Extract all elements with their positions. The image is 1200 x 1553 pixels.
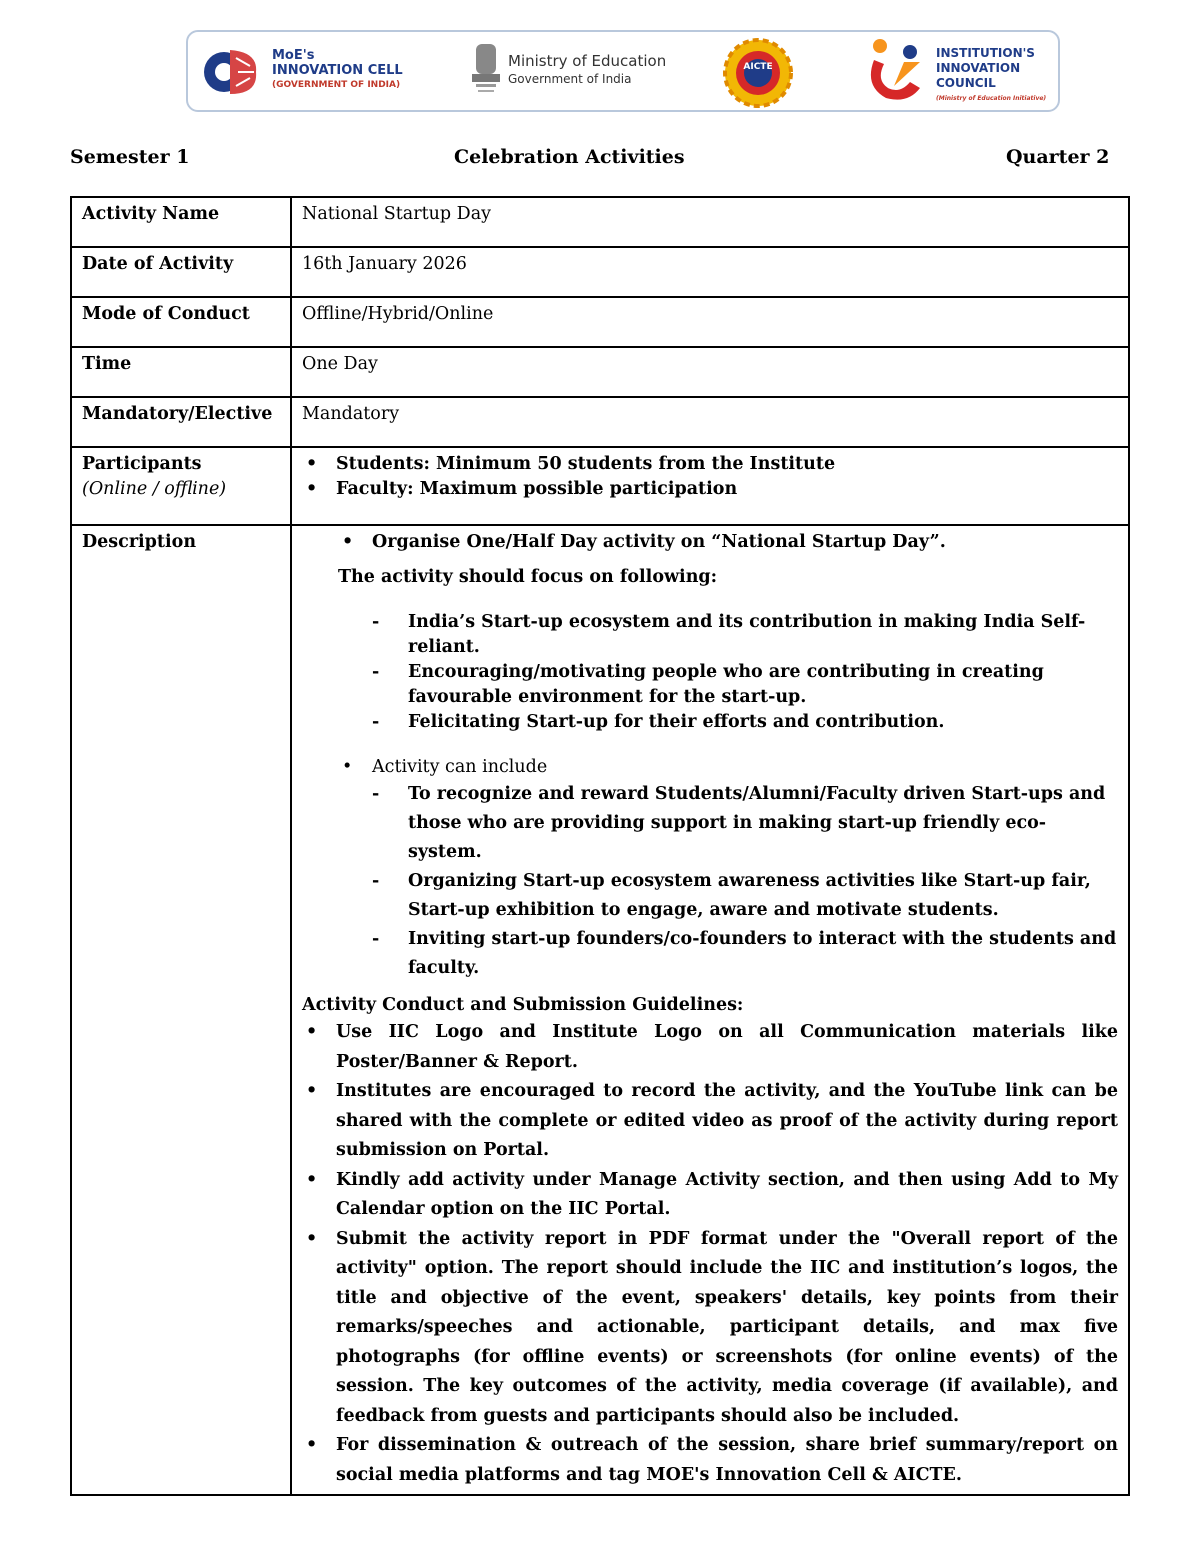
iic-logo	[864, 36, 1054, 108]
focus-intro: The activity should focus on following:	[338, 567, 718, 587]
list-item: • For dissemination & outreach of the session, share brief summary/report on social media platforms and tag MOE's Innovation Cell & AICTE.	[336, 1431, 1118, 1490]
moe-line2: INNOVATION CELL	[272, 63, 403, 78]
table-row-time	[71, 347, 1129, 397]
moe-line3: (GOVERNMENT OF INDIA)	[272, 80, 401, 90]
list-item: - Inviting start-up founders/co-founders to interact with the students and faculty.	[408, 925, 1118, 983]
table-row-description	[71, 525, 1129, 1495]
logo-banner	[186, 30, 1060, 112]
mandatory-label: Mandatory/Elective	[71, 397, 291, 447]
table-row-date	[71, 247, 1129, 297]
table-row-activity-name	[71, 197, 1129, 247]
description-bullet-include: • Activity can include	[372, 755, 1118, 780]
page-title: Celebration Activities	[454, 146, 685, 168]
activity-name-value: National Startup Day	[291, 197, 1129, 247]
list-item: • Submit the activity report in PDF format under the "Overall report of the activity" option. The report should include the IIC and institution’s logos, the title and objective of the event, speakers' details, key points from their remarks/speeches and actionable, participant details, and max five photographs (for offline events) or screenshots (for online events) of the session. The key outcomes of the activity, media coverage (if available), and feedback from guests and participants should also be included.	[336, 1225, 1118, 1432]
focus-list	[302, 610, 1118, 735]
aicte-logo	[722, 38, 794, 108]
date-label: Date of Activity	[71, 247, 291, 297]
date-value: 16th January 2026	[291, 247, 1129, 297]
mandatory-value: Mandatory	[291, 397, 1129, 447]
iic-line4: (Ministry of Education Initiative)	[936, 95, 1047, 102]
list-item: • Students: Minimum 50 students from the Institute	[336, 452, 1118, 477]
list-item: - Organizing Start-up ecosystem awareness activities like Start-up fair, Start-up exhibition to engage, aware and motivate students.	[408, 867, 1118, 925]
aicte-gear-icon	[722, 38, 794, 108]
participants-list	[302, 452, 1118, 502]
quarter-label: Quarter 2	[1006, 146, 1110, 168]
list-item: - To recognize and reward Students/Alumni/Faculty driven Start-ups and those who are providing support in making start-up friendly eco-system.	[408, 780, 1118, 867]
ministry-line2: Government of India	[508, 72, 632, 86]
guidelines-title: Activity Conduct and Submission Guidelines:	[302, 995, 744, 1015]
iic-line2: INNOVATION	[936, 61, 1021, 75]
guidelines-list	[302, 1018, 1118, 1490]
ministry-line1: Ministry of Education	[508, 52, 667, 70]
list-item: • Institutes are encouraged to record the activity, and the YouTube link can be shared with the complete or edited video as proof of the activity during report submission on Portal.	[336, 1077, 1118, 1166]
include-list	[302, 780, 1118, 983]
iic-figure-icon	[864, 36, 930, 106]
aicte-label: AICTE	[743, 62, 773, 72]
activity-name-label: Activity Name	[71, 197, 291, 247]
list-item: • Kindly add activity under Manage Activity section, and then using Add to My Calendar option on the IIC Portal.	[336, 1166, 1118, 1225]
table-row-participants	[71, 447, 1129, 525]
mode-label: Mode of Conduct	[71, 297, 291, 347]
emblem-icon	[468, 38, 504, 100]
moe-line1: MoE's	[272, 48, 315, 63]
list-item: - Felicitating Start-up for their efforts and contribution.	[408, 710, 1118, 735]
list-item: - India’s Start-up ecosystem and its contribution in making India Self-reliant.	[408, 610, 1118, 660]
time-label: Time	[71, 347, 291, 397]
iic-line1: INSTITUTION'S	[936, 46, 1035, 60]
time-value: One Day	[291, 347, 1129, 397]
list-item: • Faculty: Maximum possible participation	[336, 477, 1118, 502]
list-item: - Encouraging/motivating people who are contributing in creating favourable environment for the start-up.	[408, 660, 1118, 710]
table-row-mandatory	[71, 397, 1129, 447]
semester-label: Semester 1	[70, 146, 190, 168]
description-bullet-organise: • Organise One/Half Day activity on “National Startup Day”.	[372, 530, 1118, 555]
brain-gear-icon	[200, 42, 262, 102]
iic-line3: COUNCIL	[936, 76, 996, 90]
activity-table	[70, 196, 1130, 1496]
moe-innovation-cell-logo	[200, 42, 430, 102]
ministry-of-education-logo	[468, 38, 698, 104]
table-row-mode	[71, 297, 1129, 347]
participants-sublabel: (Online / offline)	[82, 479, 227, 499]
mode-value: Offline/Hybrid/Online	[291, 297, 1129, 347]
list-item: • Use IIC Logo and Institute Logo on all Communication materials like Poster/Banner & Report.	[336, 1018, 1118, 1077]
description-label: Description	[71, 525, 291, 1495]
participants-label: Participants	[82, 454, 202, 474]
